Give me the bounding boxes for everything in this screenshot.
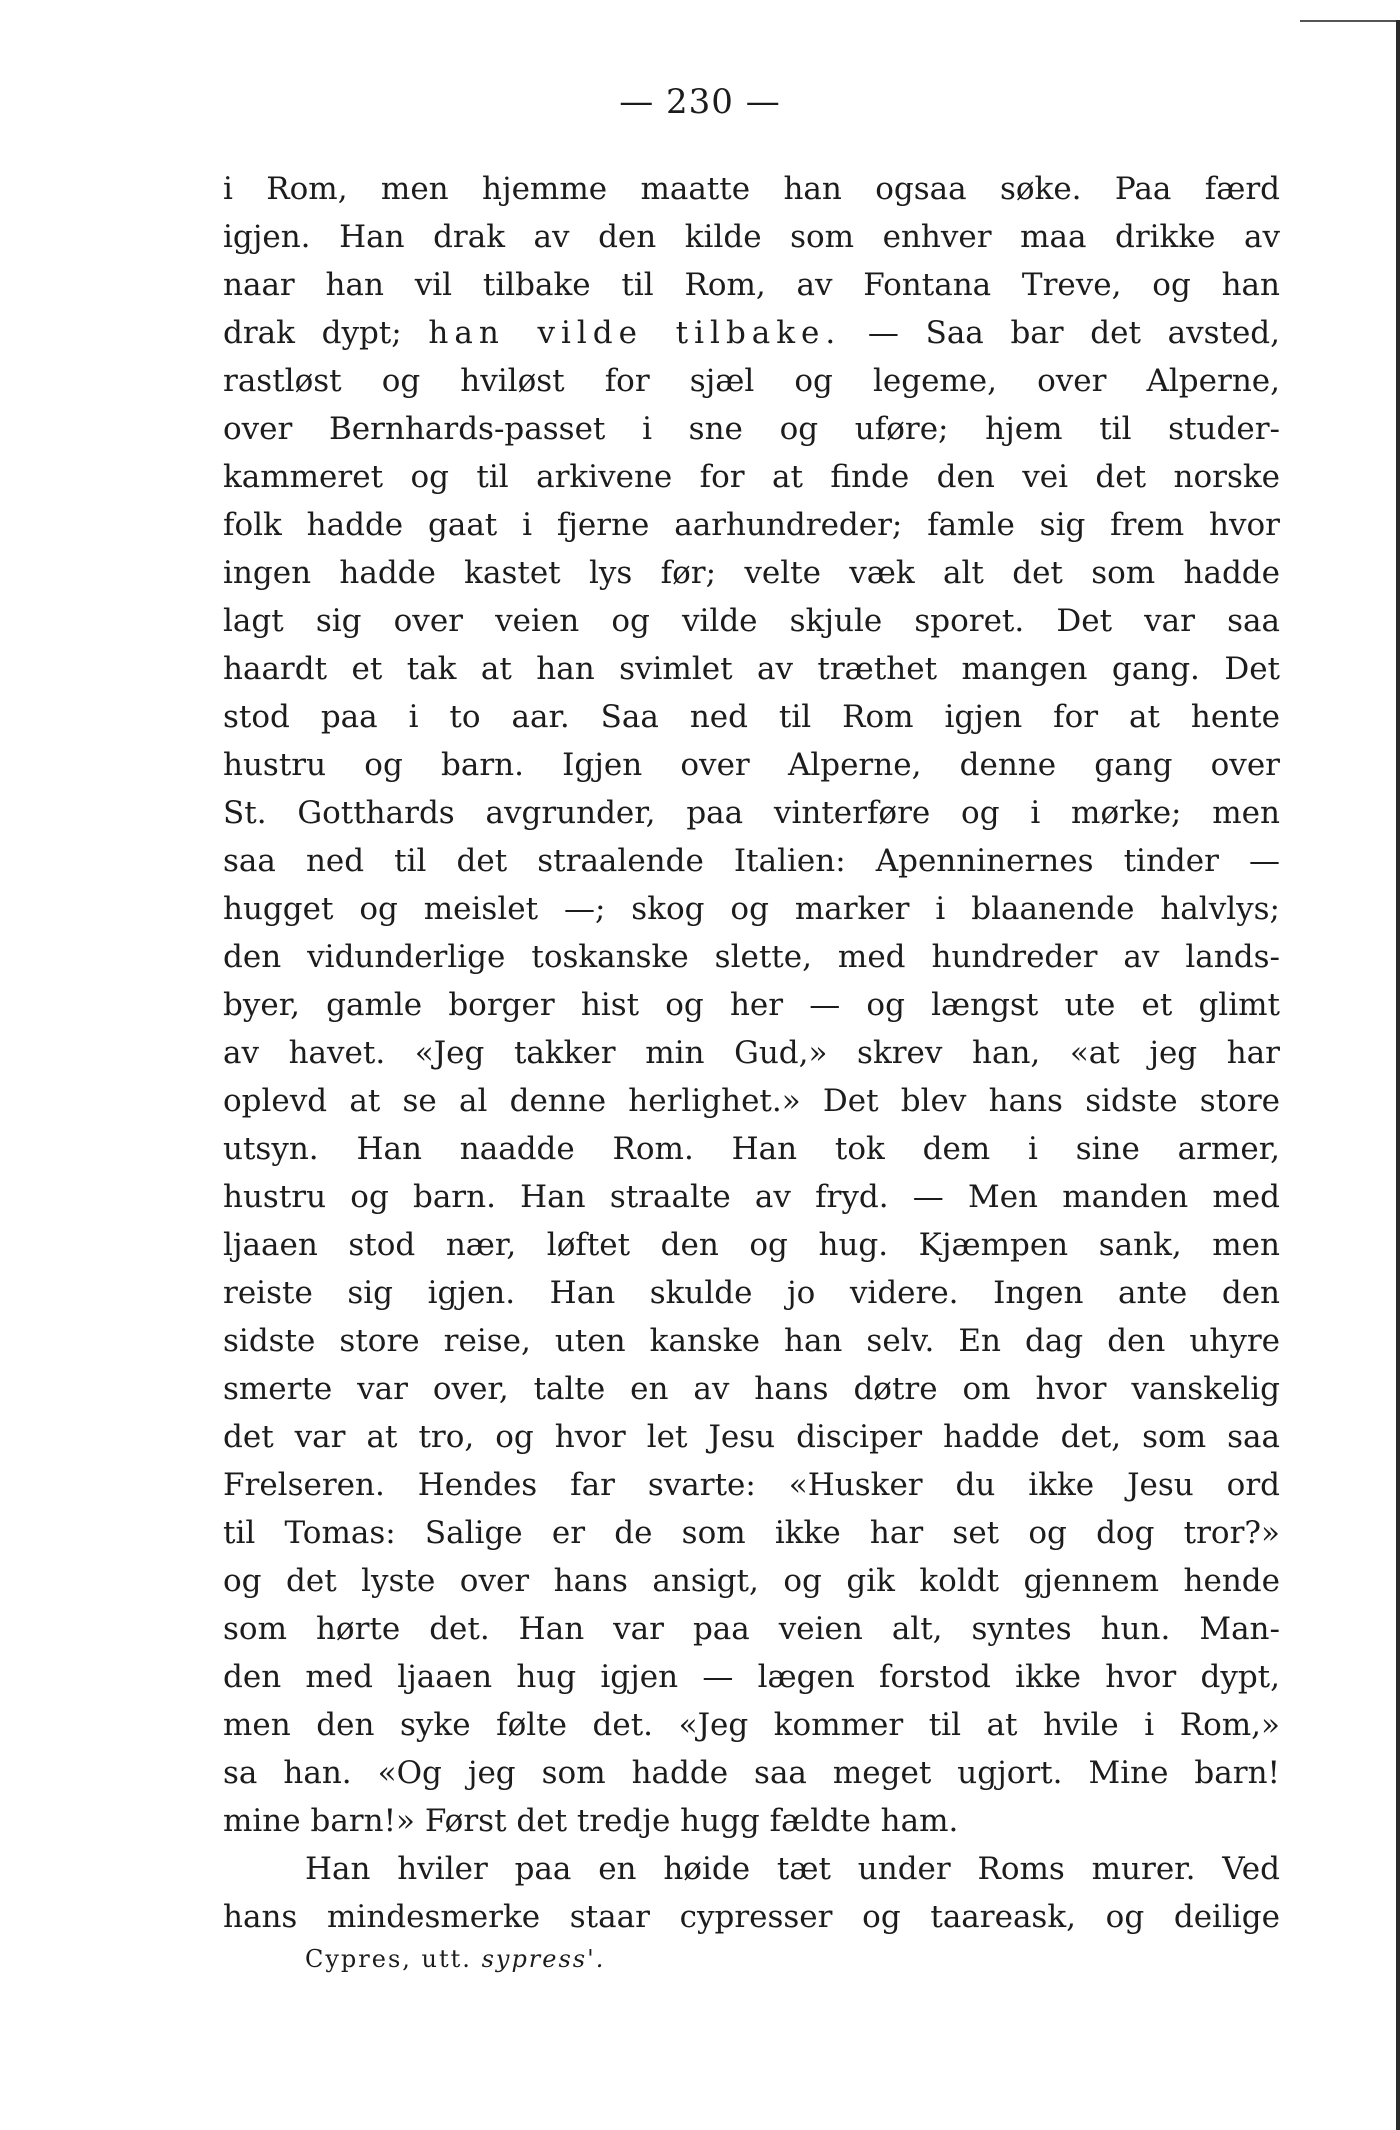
text-line-27: det var at tro, og hvor let Jesu disciper hadde det, som saa <box>223 1419 1280 1455</box>
text-line-23: ljaaen stod nær, løftet den og hug. Kjæmpen sank, men <box>223 1227 1280 1263</box>
footnote-term: Cypres, utt. <box>305 1945 472 1973</box>
text-line-30: og det lyste over hans ansigt, og gik koldt gjennem hende <box>223 1563 1280 1599</box>
text-line-4 <box>223 309 1280 357</box>
text-line-28: Frelseren. Hendes far svarte: «Husker du ikke Jesu ord <box>223 1467 1280 1503</box>
text-line-17: den vidunderlige toskanske slette, med hundreder av lands- <box>223 939 1280 975</box>
text-line-16: hugget og meislet —; skog og marker i blaanende halvlys; <box>223 891 1280 927</box>
text-line-35: mine barn!» Først det tredje hugg fældte ham. <box>223 1803 959 1839</box>
scan-border-right <box>1396 20 1400 2130</box>
spaced-emphasis: han vilde tilbake. <box>428 315 842 351</box>
text-line-4-end: — Saa bar det avsted, <box>867 315 1280 351</box>
text-line-22: hustru og barn. Han straalte av fryd. — Men manden med <box>223 1179 1280 1215</box>
text-line-19: av havet. «Jeg takker min Gud,» skrev han, «at jeg har <box>223 1035 1280 1071</box>
text-line-4-start: drak dypt; <box>223 315 402 351</box>
scan-border-top <box>1300 20 1400 22</box>
text-line-34: sa han. «Og jeg som hadde saa meget ugjort. Mine barn! <box>223 1755 1280 1791</box>
text-line-33: men den syke følte det. «Jeg kommer til at hvile i Rom,» <box>223 1707 1280 1743</box>
text-line-11: haardt et tak at han svimlet av træthet mangen gang. Det <box>223 651 1280 687</box>
text-line-6: over Bernhards-passet i sne og uføre; hjem til studer- <box>223 411 1280 447</box>
text-line-3: naar han vil tilbake til Rom, av Fontana Treve, og han <box>223 267 1280 303</box>
text-line-15: saa ned til det straalende Italien: Apenninernes tinder — <box>223 843 1280 879</box>
text-line-2: igjen. Han drak av den kilde som enhver maa drikke av <box>223 219 1280 255</box>
text-line-37: hans mindesmerke staar cypresser og taareask, og deilige <box>223 1899 1280 1935</box>
footnote <box>305 1945 605 1973</box>
text-line-32: den med ljaaen hug igjen — lægen forstod ikke hvor dypt, <box>223 1659 1280 1695</box>
footnote-pronunciation: sypress'. <box>481 1945 606 1973</box>
text-line-9: ingen hadde kastet lys før; velte væk alt det som hadde <box>223 555 1280 591</box>
text-line-29: til Tomas: Salige er de som ikke har set og dog tror?» <box>223 1515 1280 1551</box>
text-line-14: St. Gotthards avgrunder, paa vinterføre og i mørke; men <box>223 795 1280 831</box>
text-line-13: hustru og barn. Igjen over Alperne, denne gang over <box>223 747 1280 783</box>
text-line-12: stod paa i to aar. Saa ned til Rom igjen for at hente <box>223 699 1280 735</box>
body-text <box>223 165 1280 1941</box>
page-number: — 230 — <box>619 82 781 122</box>
text-line-26: smerte var over, talte en av hans døtre om hvor vanskelig <box>223 1371 1280 1407</box>
text-line-1: i Rom, men hjemme maatte han ogsaa søke. Paa færd <box>223 171 1280 207</box>
text-line-36: Han hviler paa en høide tæt under Roms murer. Ved <box>305 1851 1280 1887</box>
text-line-10: lagt sig over veien og vilde skjule sporet. Det var saa <box>223 603 1280 639</box>
text-line-18: byer, gamle borger hist og her — og længst ute et glimt <box>223 987 1280 1023</box>
text-line-25: sidste store reise, uten kanske han selv. En dag den uhyre <box>223 1323 1280 1359</box>
text-line-20: oplevd at se al denne herlighet.» Det blev hans sidste store <box>223 1083 1280 1119</box>
text-line-8: folk hadde gaat i fjerne aarhundreder; famle sig frem hvor <box>223 507 1280 543</box>
text-line-7: kammeret og til arkivene for at finde den vei det norske <box>223 459 1280 495</box>
text-line-24: reiste sig igjen. Han skulde jo videre. Ingen ante den <box>223 1275 1280 1311</box>
text-line-31: som hørte det. Han var paa veien alt, syntes hun. Man- <box>223 1611 1280 1647</box>
text-line-5: rastløst og hviløst for sjæl og legeme, over Alperne, <box>223 363 1280 399</box>
text-line-21: utsyn. Han naadde Rom. Han tok dem i sine armer, <box>223 1131 1280 1167</box>
